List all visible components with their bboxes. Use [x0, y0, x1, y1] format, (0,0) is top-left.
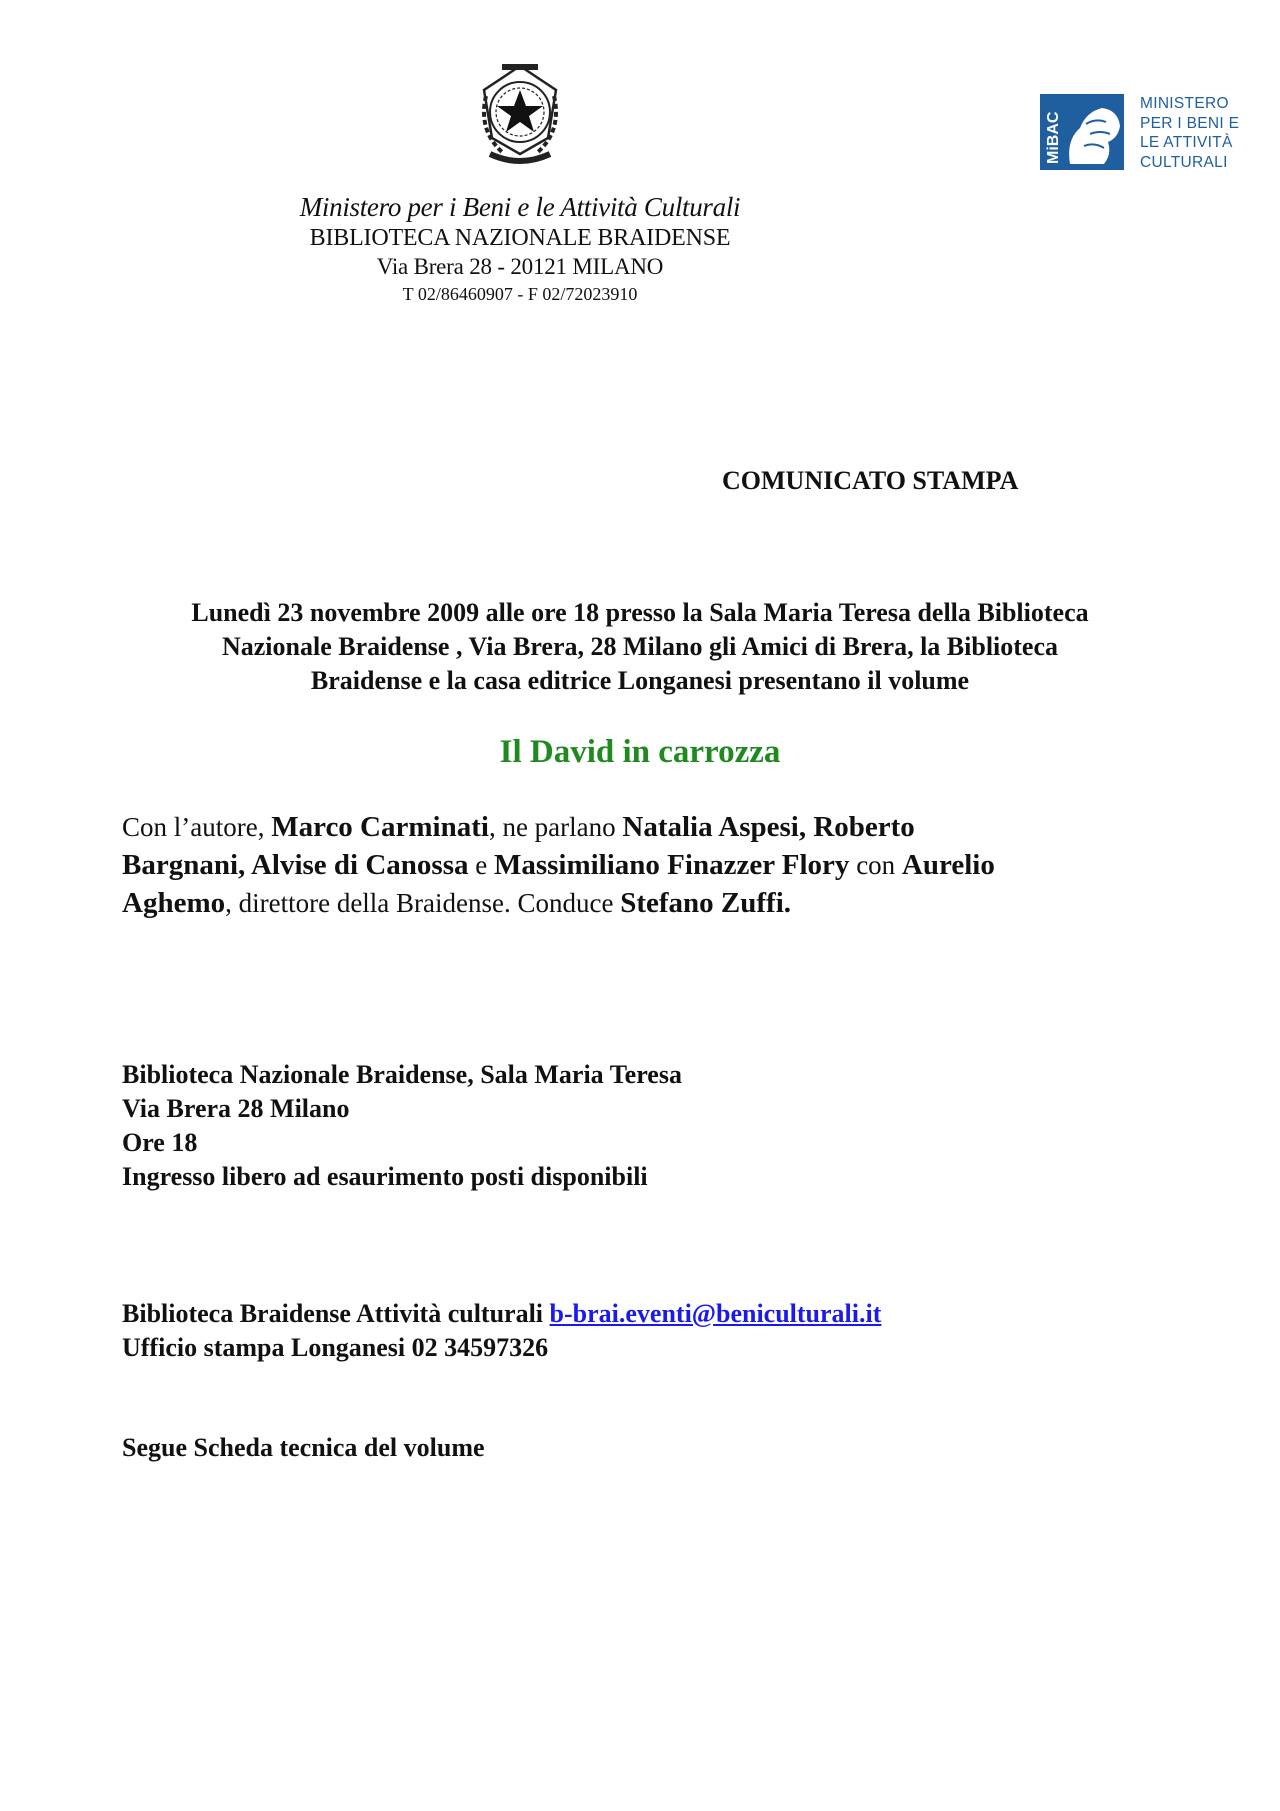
- book-title: Il David in carrozza: [499, 734, 781, 770]
- mibac-line: CULTURALI: [1140, 153, 1228, 171]
- venue-time: Ore 18: [122, 1128, 198, 1157]
- speakers-text: .: [783, 887, 792, 919]
- italian-republic-emblem-icon: [472, 60, 568, 170]
- speakers-text: , direttore della Braidense. Conduce: [225, 888, 621, 918]
- mibac-mark-text: MiBAC: [1045, 111, 1062, 164]
- speakers-text: ,: [238, 849, 251, 881]
- speakers-line: [122, 808, 1182, 846]
- speaker-name: Aghemo: [122, 887, 226, 919]
- press-release-title: COMUNICATO STAMPA: [722, 466, 1019, 495]
- speakers-text: , ne parlano: [488, 812, 623, 842]
- venue-entry: Ingresso libero ad esaurimento posti disponibili: [122, 1162, 648, 1191]
- mibac-line: LE ATTIVITÀ: [1140, 134, 1233, 151]
- speakers-text: ,: [798, 811, 814, 843]
- events-email-link[interactable]: b-brai.eventi@beniculturali.it: [549, 1299, 882, 1328]
- follows-note: Segue Scheda tecnica del volume: [122, 1433, 485, 1462]
- library-address: Via Brera 28 - 20121 MILANO: [376, 254, 664, 279]
- speakers-line: [122, 884, 1182, 922]
- events-contact: [122, 1297, 881, 1331]
- speaker-name: Natalia Aspesi: [622, 811, 799, 843]
- event-announcement: [100, 596, 1180, 698]
- speaker-name: Marco Carminati: [271, 811, 489, 843]
- venue-details: [122, 1058, 682, 1194]
- moderator-name: Stefano Zuffi: [620, 887, 784, 919]
- speakers-line: [122, 846, 1182, 884]
- announcement-line: Lunedì 23 novembre 2009 alle ore 18 presso la Sala Maria Teresa della Biblioteca: [191, 598, 1089, 627]
- speaker-name: Bargnani: [122, 849, 239, 881]
- press-office-contact: Ufficio stampa Longanesi 02 34597326: [122, 1333, 549, 1362]
- speakers-text: e: [468, 850, 494, 880]
- library-name: BIBLIOTECA NAZIONALE BRAIDENSE: [309, 225, 731, 251]
- mibac-logo-text: [1140, 94, 1239, 172]
- speaker-name: Roberto: [813, 811, 915, 843]
- announcement-line: Nazionale Braidense , Via Brera, 28 Milano gli Amici di Brera, la Biblioteca: [221, 632, 1059, 661]
- contacts: [122, 1297, 881, 1365]
- speakers-text: con: [849, 850, 902, 880]
- speakers-paragraph: [122, 808, 1182, 922]
- mibac-line: MINISTERO: [1140, 95, 1229, 112]
- speakers-text: Con l’autore,: [122, 812, 272, 842]
- mibac-line: PER I BENI E: [1140, 114, 1240, 132]
- announcement-line: Braidense e la casa editrice Longanesi presentano il volume: [310, 666, 970, 695]
- speaker-name: Aurelio: [901, 849, 995, 881]
- speaker-name: Massimiliano Finazzer Flory: [493, 849, 850, 881]
- speaker-name: Alvise di Canossa: [250, 849, 469, 881]
- venue-place: Biblioteca Nazionale Braidense, Sala Maria Teresa: [122, 1060, 682, 1089]
- ministry-name: Ministero per i Beni e le Attività Culturali: [299, 192, 741, 222]
- events-contact-label: Biblioteca Braidense Attività culturali: [122, 1299, 550, 1328]
- venue-street: Via Brera 28 Milano: [122, 1094, 350, 1123]
- library-phone-fax: T 02/86460907 - F 02/72023910: [402, 284, 638, 304]
- mibac-logo-icon: [1040, 94, 1124, 170]
